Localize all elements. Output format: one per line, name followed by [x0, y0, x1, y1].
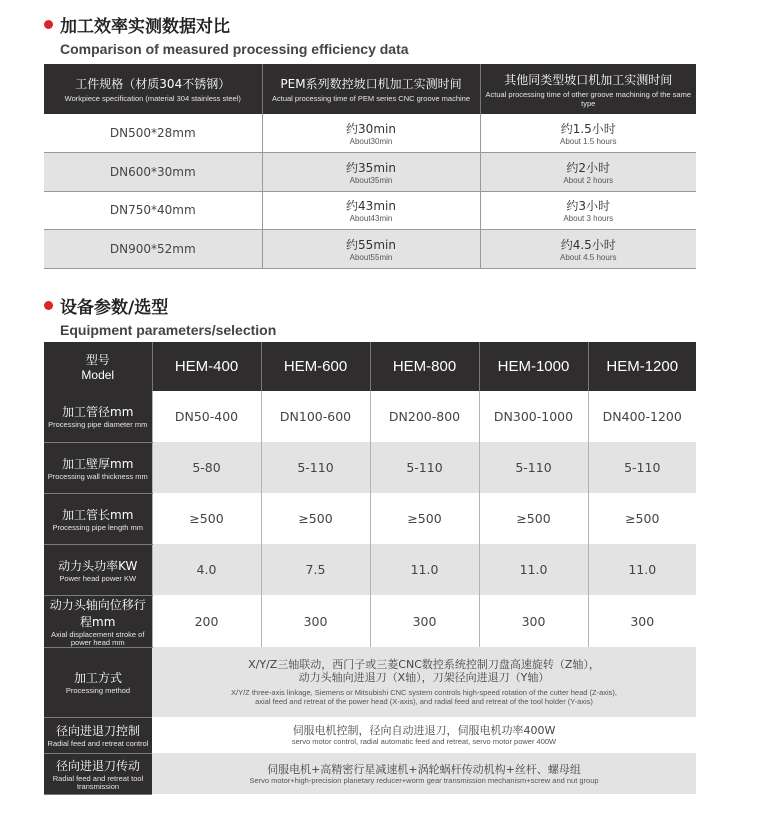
- section-efficiency-title-cn: 加工效率实测数据对比: [60, 17, 230, 37]
- table-cell: 7.5: [261, 544, 370, 595]
- table-cell: ≥500: [261, 493, 370, 544]
- table-row: [44, 114, 696, 153]
- row-label-radial-transmission: [44, 753, 152, 794]
- section-parameters-subtitle: Equipment parameters/selection: [60, 322, 277, 338]
- label-en: Processing pipe diameter mm: [48, 420, 148, 430]
- table-cell: ≥500: [152, 493, 261, 544]
- table-cell: 11.0: [370, 544, 479, 595]
- label-en: Processing method: [65, 686, 131, 695]
- cell-pem-time: [262, 114, 480, 153]
- description-en: servo motor control, radial automatic feed and retreat, servo motor power 400W: [291, 737, 557, 746]
- table-cell: 11.0: [588, 544, 696, 595]
- cell-pem-time: [262, 191, 480, 230]
- table-cell: DN50-400: [152, 391, 261, 442]
- value-en: About30min: [349, 137, 393, 146]
- value-en: About 3 hours: [563, 214, 614, 224]
- model-header-row: [44, 342, 696, 391]
- table-row: [44, 647, 696, 717]
- label-cn: 加工方式: [73, 671, 122, 685]
- table-cell: 5-110: [588, 442, 696, 493]
- table-cell: ≥500: [370, 493, 479, 544]
- cell-other-time: [480, 230, 696, 269]
- processing-method-description: [152, 647, 696, 717]
- table-cell: 5-110: [370, 442, 479, 493]
- efficiency-comparison-table: [44, 64, 696, 269]
- header-model-hem-400: HEM-400: [152, 342, 261, 391]
- radial-transmission-description: [152, 753, 696, 794]
- label-en: Radial feed and retreat tool transmission: [52, 773, 144, 791]
- value-cn: 约3小时: [566, 199, 611, 214]
- table-row: [44, 595, 696, 647]
- row-label-power-head-power: [44, 544, 152, 595]
- description-cn: 动力头轴向进退刀（X轴），刀架径向进退刀（Y轴）: [298, 671, 550, 684]
- row-label-wall-thickness: [44, 442, 152, 493]
- radial-control-description: [152, 717, 696, 753]
- label-cn: 加工管径mm: [62, 405, 134, 420]
- header-other-time: [480, 64, 696, 114]
- header-en: Workpiece specification (material 304 stainless steel): [64, 94, 241, 103]
- table-row: [44, 153, 696, 192]
- cell-pem-time: [262, 230, 480, 269]
- cell-pem-time: [262, 153, 480, 192]
- label-cn: 加工管长mm: [62, 507, 134, 522]
- cell-spec: DN600*30mm: [44, 153, 262, 192]
- header-model-hem-600: HEM-600: [261, 342, 370, 391]
- label-en: Processing pipe length mm: [52, 522, 143, 532]
- label-cn: 动力头功率KW: [58, 558, 138, 573]
- section-parameters-header: [44, 293, 276, 338]
- header-cn: 工件规格（材质304不锈钢）: [75, 77, 231, 91]
- table-cell: 300: [370, 595, 479, 647]
- label-en: Processing wall thickness mm: [47, 471, 148, 481]
- table-row: [44, 442, 696, 493]
- cell-other-time: [480, 114, 696, 153]
- value-en: About55min: [349, 252, 393, 262]
- label-cn: 径向进退刀控制: [55, 724, 140, 738]
- header-en: Actual processing time of PEM series CNC groove machine: [272, 94, 470, 103]
- value-cn: 约1.5小时: [560, 122, 616, 136]
- value-en: About 2 hours: [563, 175, 614, 185]
- table-cell: DN200-800: [370, 391, 479, 442]
- table-row: [44, 191, 696, 230]
- section-efficiency-title: [44, 12, 409, 37]
- table-cell: 4.0: [152, 544, 261, 595]
- label-cn: 加工壁厚mm: [62, 456, 134, 471]
- table-cell: 200: [152, 595, 261, 647]
- model-label-cn: 型号: [85, 353, 110, 367]
- header-cn: 其他同类型坡口机加工实测时间: [504, 72, 673, 87]
- row-label-radial-control: [44, 717, 152, 753]
- label-cn: 径向进退刀传动: [55, 758, 140, 773]
- value-cn: 约35min: [346, 160, 396, 175]
- description-en: X/Y/Z three-axis linkage, Siemens or Mitsubishi CNC system controls high-speed rotation of the cutter head (Z-axis),: [231, 688, 617, 697]
- row-label-axial-stroke: [44, 595, 152, 647]
- header-model-hem-800: HEM-800: [370, 342, 479, 391]
- table-row: [44, 493, 696, 544]
- header-model-hem-1000: HEM-1000: [479, 342, 588, 391]
- label-en: Radial feed and retreat control: [47, 739, 149, 748]
- header-pem-time: [262, 64, 480, 114]
- description-cn: 伺服电机+高精密行星减速机+涡轮蜗杆传动机构+丝杆、螺母组: [267, 762, 581, 776]
- bullet-dot-icon: [44, 301, 53, 310]
- header-en: Actual processing time of other groove machining of the same type: [485, 89, 692, 108]
- table-cell: 11.0: [479, 544, 588, 595]
- cell-other-time: [480, 153, 696, 192]
- value-en: About 4.5 hours: [560, 252, 617, 262]
- value-en: About43min: [349, 214, 393, 224]
- table-cell: DN100-600: [261, 391, 370, 442]
- header-model-hem-1200: HEM-1200: [588, 342, 696, 391]
- equipment-parameters-table: [44, 342, 696, 795]
- value-en: About 1.5 hours: [560, 137, 617, 146]
- description-cn: 伺服电机控制，径向自动进退刀，伺服电机功率400W: [292, 724, 556, 737]
- value-cn: 约2小时: [566, 160, 611, 175]
- table-row: [44, 230, 696, 269]
- table-cell: 300: [588, 595, 696, 647]
- table-row: [44, 391, 696, 442]
- value-en: About35min: [349, 175, 393, 185]
- row-label-pipe-length: [44, 493, 152, 544]
- bullet-dot-icon: [44, 20, 53, 29]
- header-model-label: [44, 342, 152, 391]
- table-cell: 300: [479, 595, 588, 647]
- row-label-pipe-diameter: [44, 391, 152, 442]
- description-cn: X/Y/Z三轴联动，西门子或三菱CNC数控系统控制刀盘高速旋转（Z轴），: [248, 658, 600, 671]
- table-cell: 5-80: [152, 442, 261, 493]
- section-efficiency-subtitle: Comparison of measured processing efficiency data: [60, 41, 409, 57]
- table-cell: ≥500: [588, 493, 696, 544]
- table-row: [44, 717, 696, 753]
- section-parameters-title: [44, 293, 276, 318]
- table-row: [44, 544, 696, 595]
- table-cell: 5-110: [261, 442, 370, 493]
- table-cell: 5-110: [479, 442, 588, 493]
- table-row: [44, 753, 696, 794]
- header-cn: PEM系列数控坡口机加工实测时间: [280, 77, 462, 91]
- table-cell: DN300-1000: [479, 391, 588, 442]
- description-en: Servo motor+high-precision planetary reducer+worm gear transmission mechanism+screw and nut group: [249, 775, 599, 785]
- table-cell: ≥500: [479, 493, 588, 544]
- header-workpiece-spec: [44, 64, 262, 114]
- table-cell: 300: [261, 595, 370, 647]
- description-en: axial feed and retreat of the power head (X-axis), and radial feed and retreat of the tool holder (Y-axis): [255, 697, 593, 706]
- label-en: Power head power KW: [59, 573, 137, 583]
- value-cn: 约30min: [346, 122, 396, 136]
- cell-spec: DN900*52mm: [44, 230, 262, 269]
- cell-spec: DN750*40mm: [44, 191, 262, 230]
- model-label-en: Model: [81, 368, 115, 382]
- table-header-row: [44, 64, 696, 114]
- row-label-processing-method: [44, 647, 152, 717]
- cell-spec: DN500*28mm: [44, 114, 262, 153]
- table-cell: DN400-1200: [588, 391, 696, 442]
- value-cn: 约55min: [346, 237, 396, 252]
- value-cn: 约4.5小时: [560, 237, 616, 252]
- cell-other-time: [480, 191, 696, 230]
- label-cn: 动力头轴向位移行程mm: [49, 597, 146, 629]
- label-en: Axial displacement stroke of power head mm: [51, 629, 145, 647]
- section-efficiency-header: [44, 12, 409, 57]
- value-cn: 约43min: [346, 199, 396, 214]
- section-parameters-title-cn: 设备参数/选型: [60, 298, 169, 318]
